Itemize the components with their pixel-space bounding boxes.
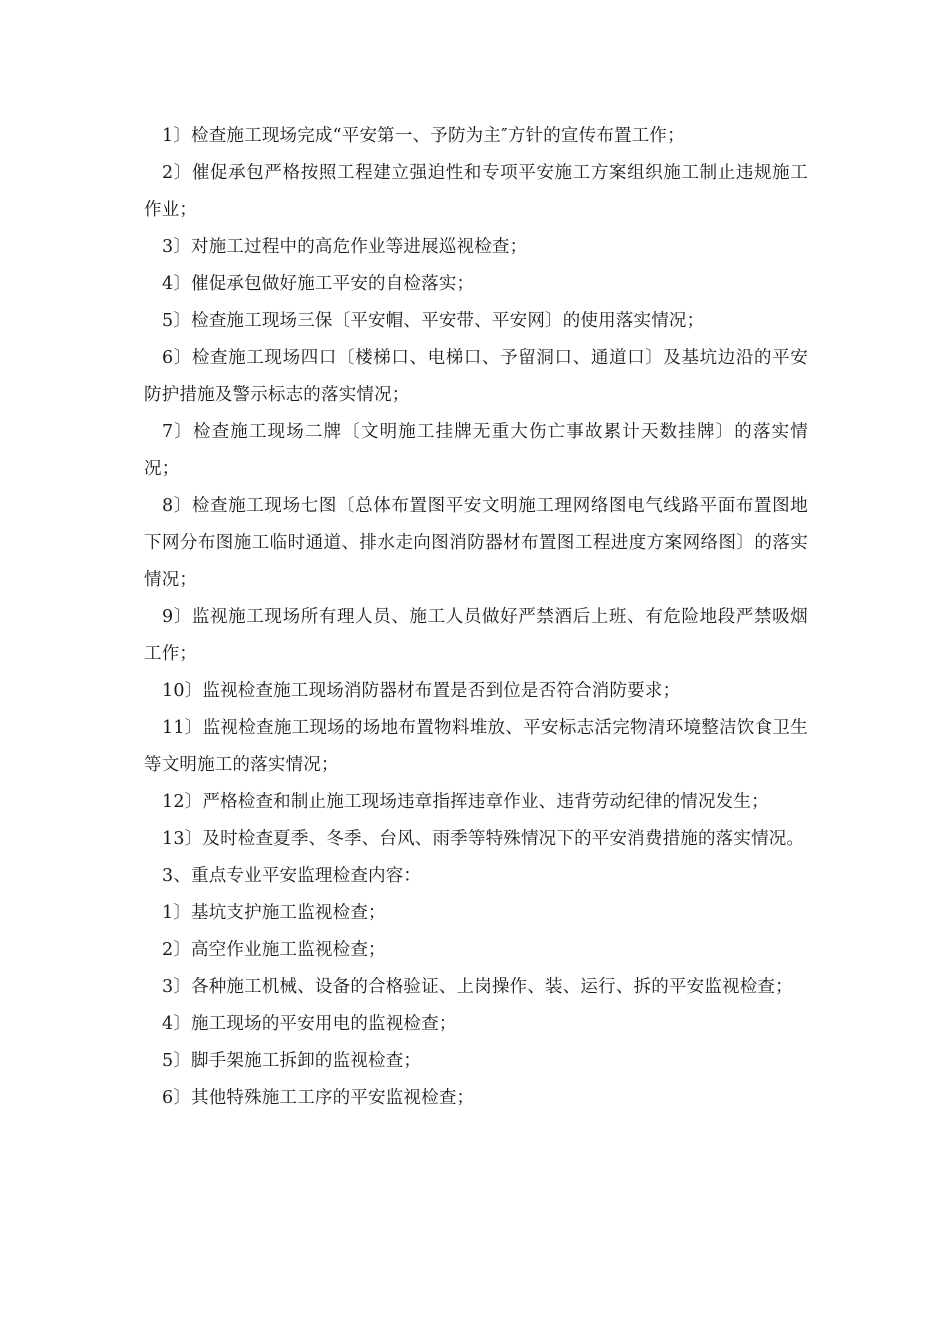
document-body [144,118,808,1117]
paragraph-item-8: 8〕检查施工现场七图〔总体布置图平安文明施工理网络图电气线路平面布置图地下网分布图施工临时通道、排水走向图消防器材布置图工程进度方案网络图〕的落实情况； [144,496,808,590]
paragraph-item-13: 13〕及时检查夏季、冬季、台风、雨季等特殊情况下的平安消费措施的落实情况。 [162,829,805,849]
paragraph-item-4: 4〕催促承包做好施工平安的自检落实； [162,274,475,294]
paragraph-item-7: 7〕检查施工现场二牌〔文明施工挂牌无重大伤亡事故累计天数挂牌〕的落实情况； [144,422,808,479]
section-item-6: 6〕其他特殊施工工序的平安监视检查； [162,1088,475,1108]
paragraph-item-6: 6〕检查施工现场四口〔楼梯口、电梯口、予留洞口、通道口〕及基坑边沿的平安防护措施及警示标志的落实情况； [144,348,808,405]
section-item-5: 5〕脚手架施工拆卸的监视检查； [162,1051,422,1071]
paragraph-item-2: 2〕催促承包严格按照工程建立强迫性和专项平安施工方案组织施工制止违规施工作业； [144,163,808,220]
paragraph-item-9: 9〕监视施工现场所有理人员、施工人员做好严禁酒后上班、有危险地段严禁吸烟工作； [144,607,808,664]
paragraph-item-3: 3〕对施工过程中的高危作业等进展巡视检查； [162,237,528,257]
paragraph-item-10: 10〕监视检查施工现场消防器材布置是否到位是否符合消防要求； [162,681,681,701]
paragraph-item-5: 5〕检查施工现场三保〔平安帽、平安带、平安网〕的使用落实情况； [162,311,705,331]
paragraph-item-1: 1〕检查施工现场完成“平安第一、予防为主″方针的宣传布置工作； [162,126,685,146]
section-heading: 3、重点专业平安监理检查内容： [162,866,422,886]
paragraph-item-12: 12〕严格检查和制止施工现场违章指挥违章作业、违背劳动纪律的情况发生； [162,792,769,812]
paragraph-item-11: 11〕监视检查施工现场的场地布置物料堆放、平安标志活完物清环境整洁饮食卫生等文明施工的落实情况； [144,718,808,775]
section-item-4: 4〕施工现场的平安用电的监视检查； [162,1014,457,1034]
section-item-3: 3〕各种施工机械、设备的合格验证、上岗操作、装、运行、拆的平安监视检查； [162,977,793,997]
section-item-1: 1〕基坑支护施工监视检查； [162,903,386,923]
section-item-2: 2〕高空作业施工监视检查； [162,940,386,960]
